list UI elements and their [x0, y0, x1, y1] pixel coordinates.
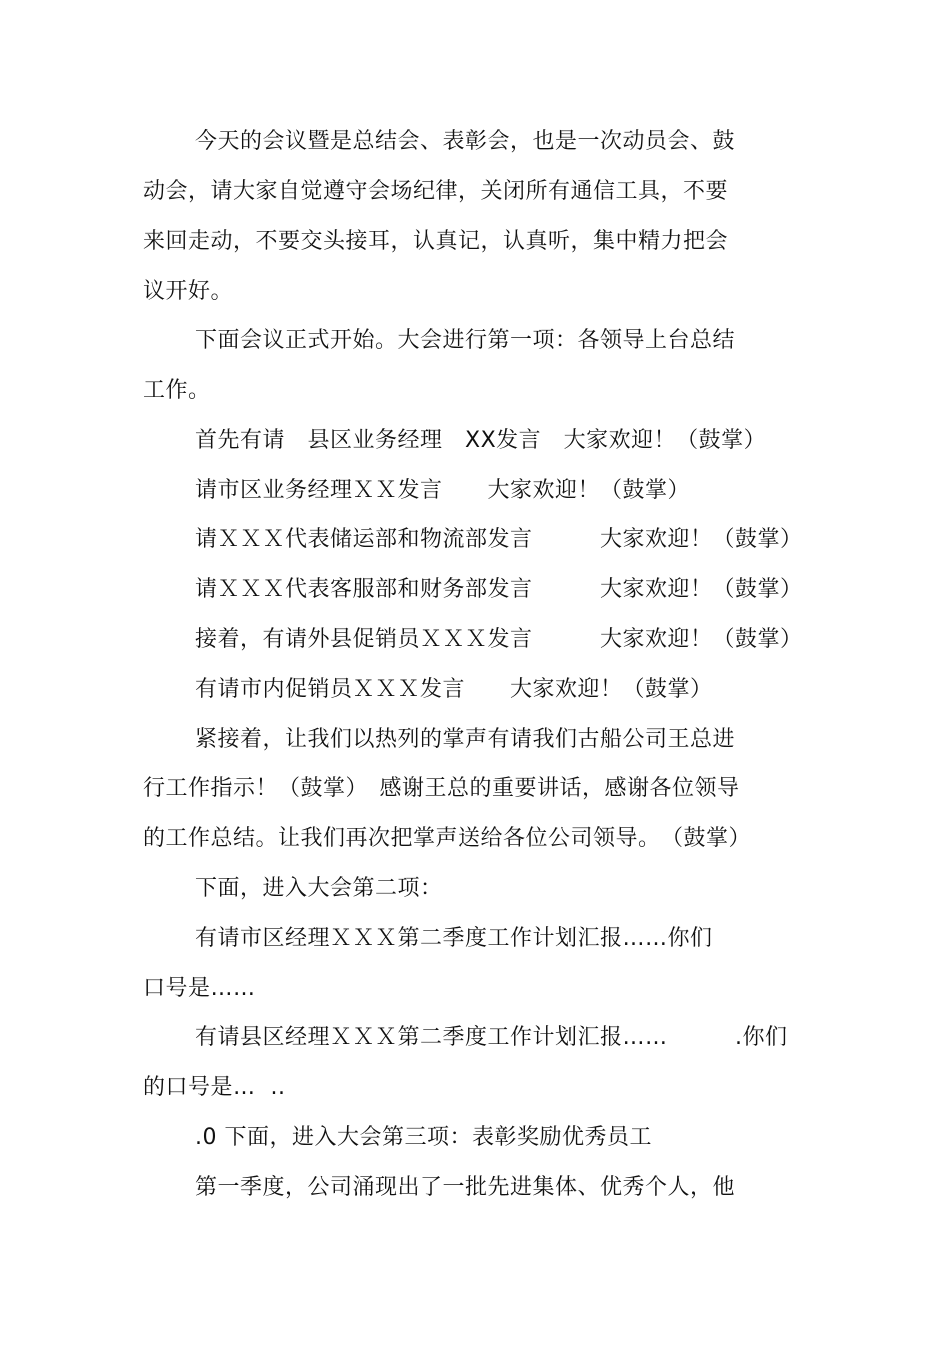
section-heading-line: 下面，进入大会第二项： [195, 876, 443, 901]
paragraph-line: 的工作总结。让我们再次把掌声送给各位公司领导。 （鼓掌） [143, 826, 752, 851]
paragraph-line: 来回走动，不要交头接耳，认真记，认真听，集中精力把会 [143, 229, 729, 254]
paragraph-line: 第一季度，公司涌现出了一批先进集体、优秀个人，他 [195, 1175, 736, 1200]
paragraph-line: 紧接着，让我们以热列的掌声有请我们古船公司王总进 [195, 727, 736, 752]
paragraph-line: 的口号是… .. [143, 1075, 286, 1100]
paragraph-line: 有请县区经理ＸＸＸ第二季度工作计划汇报…… .你们 [195, 1025, 788, 1050]
speaker-line: 接着，有请外县促销员ＸＸＸ发言 大家欢迎！（鼓掌） [195, 627, 803, 652]
speaker-line: 请ＸＸＸ代表客服部和财务部发言 大家欢迎！（鼓掌） [195, 577, 803, 602]
speaker-line: 有请市内促销员ＸＸＸ发言 大家欢迎！（鼓掌） [195, 677, 713, 702]
paragraph-line: 有请市区经理ＸＸＸ第二季度工作计划汇报……你们 [195, 926, 713, 951]
paragraph-line: 口号是…… [143, 976, 256, 1001]
paragraph-line: 行工作指示！（鼓掌） 感谢王总的重要讲话，感谢各位领导 [143, 776, 740, 801]
speaker-line: 请ＸＸＸ代表储运部和物流部发言 大家欢迎！（鼓掌） [195, 527, 803, 552]
speaker-line: 首先有请 县区业务经理 XX发言 大家欢迎！（鼓掌） [195, 428, 767, 453]
paragraph-line: 动会，请大家自觉遵守会场纪律，关闭所有通信工具，不要 [143, 179, 729, 204]
paragraph-line: 工作。 [143, 378, 211, 403]
section-heading-line: .0 下面，进入大会第三项：表彰奖励优秀员工 [195, 1125, 652, 1150]
paragraph-line: 今天的会议暨是总结会、表彰会，也是一次动员会、鼓 [195, 129, 736, 154]
paragraph-line: 议开好。 [143, 279, 234, 304]
paragraph-line: 下面会议正式开始。大会进行第一项：各领导上台总结 [195, 328, 736, 353]
speaker-line: 请市区业务经理ＸＸ发言 大家欢迎！（鼓掌） [195, 478, 691, 503]
